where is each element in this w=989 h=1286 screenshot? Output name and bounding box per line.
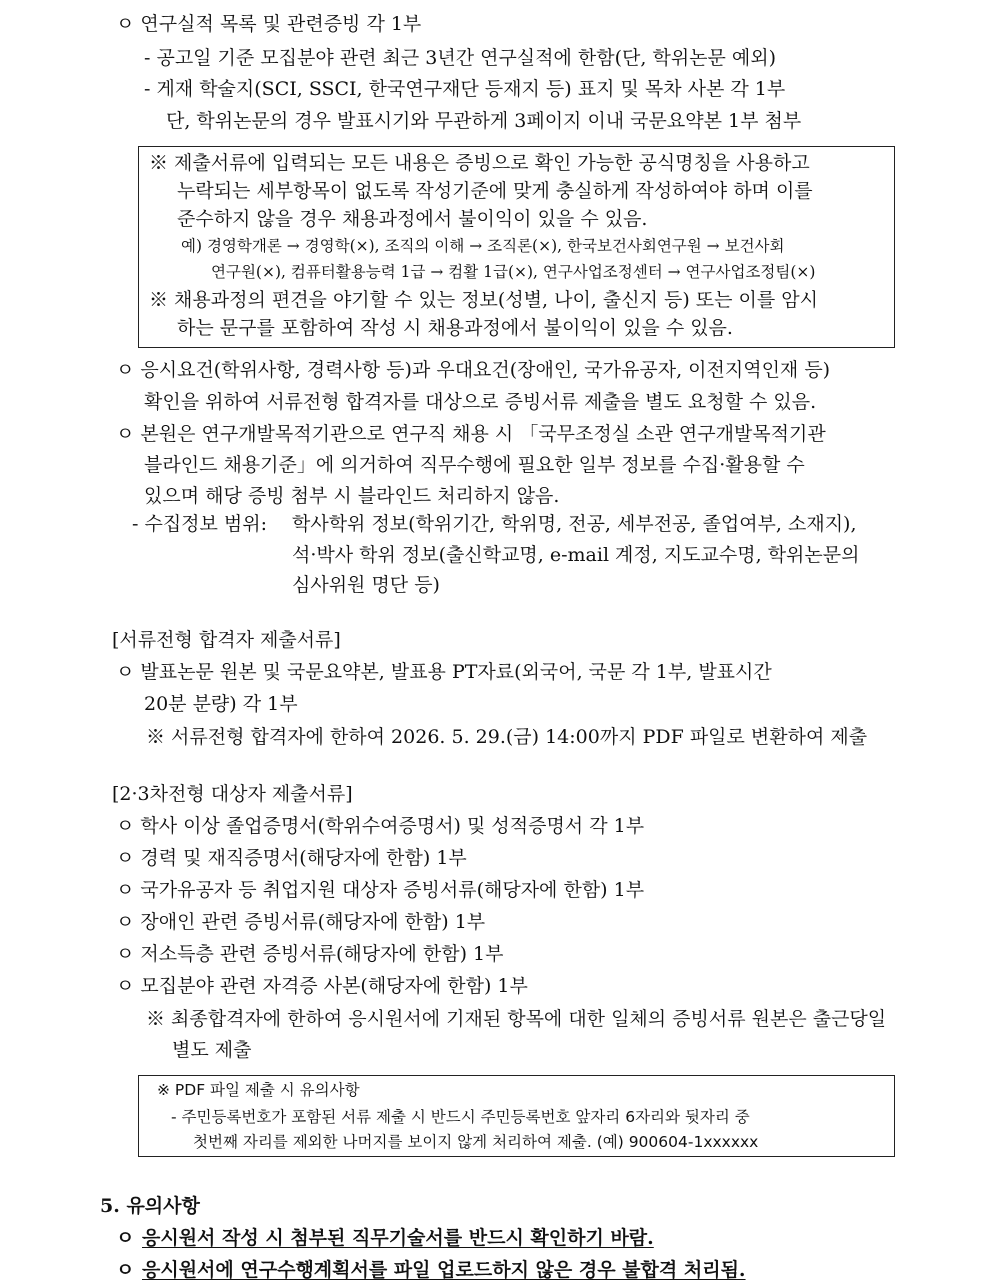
precaution-item [116, 1258, 746, 1282]
note-original-docs: ※ 최종합격자에 한하여 응시원서에 기재된 항목에 대한 일체의 증빙서류 원본은 출근당일 [146, 1008, 887, 1030]
list-item: ㅇ 장애인 관련 증빙서류(해당자에 한함) 1부 [116, 911, 486, 933]
list-item: ㅇ 학사 이상 졸업증명서(학위수여증명서) 및 성적증명서 각 1부 [116, 815, 645, 837]
list-item: ㅇ 경력 및 재직증명서(해당자에 한함) 1부 [116, 847, 467, 869]
note-original-docs-cont: 별도 제출 [172, 1039, 252, 1061]
item-blind-hiring: ㅇ 본원은 연구개발목적기관으로 연구직 채용 시 「국무조정실 소관 연구개발목적기관 [116, 423, 826, 445]
notice-pdf-title: ※ PDF 파일 제출 시 유의사항 [157, 1081, 360, 1099]
sub-journal-copy: - 게재 학술지(SCI, SSCI, 한국연구재단 등재지 등) 표지 및 목차 사본 각 1부 [144, 78, 786, 100]
collected-info-label: - 수집정보 범위: [132, 513, 268, 535]
note-pdf-deadline: ※ 서류전형 합격자에 한하여 2026. 5. 29.(금) 14:00까지 PDF 파일로 변환하여 제출 [146, 726, 868, 748]
sub-thesis-summary: 단, 학위논문의 경우 발표시기와 무관하게 3페이지 이내 국문요약본 1부 첨부 [166, 110, 802, 132]
item-requirements-cont: 확인을 위하여 서류전형 합격자를 대상으로 증빙서류 제출을 별도 요청할 수 있음. [144, 391, 817, 413]
list-item: ㅇ 모집분야 관련 자격증 사본(해당자에 한함) 1부 [116, 975, 528, 997]
bullet: ㅇ [116, 1227, 135, 1249]
item-requirements: ㅇ 응시요건(학위사항, 경력사항 등)과 우대요건(장애인, 국가유공자, 이전지역인재 등) [116, 359, 831, 381]
item-research-results: ㅇ 연구실적 목록 및 관련증빙 각 1부 [116, 13, 422, 35]
notice-line: 하는 문구를 포함하여 작성 시 채용과정에서 불이익이 있을 수 있음. [177, 317, 733, 339]
item-blind-hiring-cont: 블라인드 채용기준」에 의거하여 직무수행에 필요한 일부 정보를 수집·활용할 수 [144, 454, 805, 476]
heading-screening-docs: [서류전형 합격자 제출서류] [112, 629, 341, 651]
heading-precautions: 5. 유의사항 [100, 1195, 200, 1217]
notice-example: 연구원(×), 컴퓨터활용능력 1급 → 컴활 1급(×), 연구사업조정센터 → 연구사업조정팀(×) [211, 263, 816, 281]
notice-example: 예) 경영학개론 → 경영학(×), 조직의 이해 → 조직론(×), 한국보건사회연구원 → 보건사회 [181, 237, 785, 255]
item-presentation-cont: 20분 분량) 각 1부 [144, 693, 298, 715]
notice-box-pdf [138, 1075, 895, 1157]
list-item: ㅇ 국가유공자 등 취업지원 대상자 증빙서류(해당자에 한함) 1부 [116, 879, 645, 901]
notice-pdf-line: - 주민등록번호가 포함된 서류 제출 시 반드시 주민등록번호 앞자리 6자리와 뒷자리 중 [171, 1108, 750, 1126]
bullet: ㅇ [116, 1259, 135, 1281]
sub-research-period: - 공고일 기준 모집분야 관련 최근 3년간 연구실적에 한함(단, 학위논문 예외) [144, 47, 777, 69]
heading-round-docs: [2·3차전형 대상자 제출서류] [112, 783, 353, 805]
notice-line: 준수하지 않을 경우 채용과정에서 불이익이 있을 수 있음. [177, 208, 648, 230]
notice-line: 누락되는 세부항목이 없도록 작성기준에 맞게 충실하게 작성하여야 하며 이를 [177, 180, 813, 202]
item-presentation: ㅇ 발표논문 원본 및 국문요약본, 발표용 PT자료(외국어, 국문 각 1부, 발표시간 [116, 661, 772, 683]
precaution-item [116, 1226, 654, 1250]
collected-info-line: 석·박사 학위 정보(출신학교명, e-mail 계정, 지도교수명, 학위논문의 [292, 544, 860, 566]
notice-line: ※ 채용과정의 편견을 야기할 수 있는 정보(성별, 나이, 출신지 등) 또는 이를 암시 [149, 289, 819, 311]
notice-pdf-line: 첫번째 자리를 제외한 나머지를 보이지 않게 처리하여 제출. (예) 900604-1xxxxxx [193, 1133, 759, 1151]
item-blind-hiring-cont: 있으며 해당 증빙 첨부 시 블라인드 처리하지 않음. [144, 485, 560, 507]
collected-info-line: 학사학위 정보(학위기간, 학위명, 전공, 세부전공, 졸업여부, 소재지), [292, 513, 857, 535]
list-item: ㅇ 저소득층 관련 증빙서류(해당자에 한함) 1부 [116, 943, 504, 965]
precaution-text: 응시원서 작성 시 첨부된 직무기술서를 반드시 확인하기 바람. [142, 1227, 654, 1249]
notice-box-official-names [138, 146, 895, 348]
collected-info-line: 심사위원 명단 등) [292, 574, 440, 596]
precaution-text: 응시원서에 연구수행계획서를 파일 업로드하지 않은 경우 불합격 처리됨. [142, 1259, 746, 1281]
notice-line: ※ 제출서류에 입력되는 모든 내용은 증빙으로 확인 가능한 공식명칭을 사용하고 [149, 152, 810, 174]
